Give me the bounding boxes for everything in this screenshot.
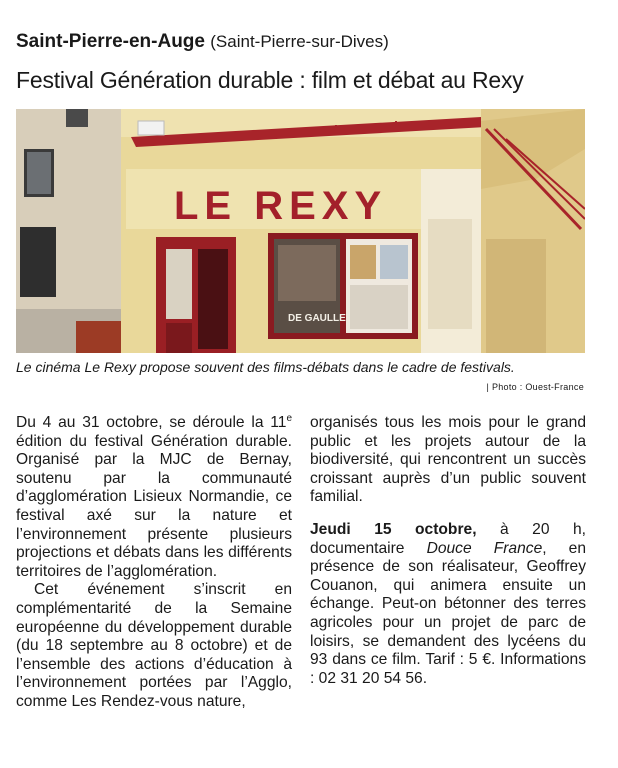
intro-text-rest: édition du festival Génération durable. Organisé par la MJC de Bernay, soutenu par la communauté d’agglomération Lisieux Normandie, ce festival axé sur la nature et l’environnement présente plusieurs projections et débats dans les différents territoires de l’agglomération. <box>16 432 292 580</box>
paragraph-context: Cet événement s’inscrit en complémentarité de la Semaine européenne du développement durable (du 18 septembre au 8 octobre) et de l’ensemble des actions d’éducation à l’environnement portées par l’Agglo, comme Les Rendez-vous nature, <box>16 581 292 710</box>
paragraph-event <box>310 521 586 688</box>
sublocation-name: (Saint-Pierre-sur-Dives) <box>210 32 389 51</box>
article-photo <box>16 109 585 353</box>
article-column-right <box>310 414 586 688</box>
cinema-facade-illustration <box>16 109 585 353</box>
film-title: Douce France <box>426 539 543 557</box>
section-header <box>16 30 389 54</box>
event-text-rest: , en présence de son réalisateur, Geoffrey Couanon, qui animera ensuite un échange. Peut-on bétonner des terres agricoles pour un projet de parc de loisirs, se demandent des lycéens du 93 dans ce film. Tarif : 5 €. Informations : 02 31 20 54 56. <box>310 539 586 687</box>
paragraph-intro <box>16 414 292 581</box>
poster-title: DE GAULLE <box>288 313 346 324</box>
intro-text-start: Du 4 au 31 octobre, se déroule la 11 <box>16 414 287 431</box>
location-name: Saint-Pierre-en-Auge <box>16 31 205 52</box>
cinema-sign: LE REXY <box>174 184 388 228</box>
event-text-start: à 20 h, documentaire <box>310 520 586 557</box>
event-date: Jeudi 15 octobre, <box>310 520 477 538</box>
photo-caption: Le cinéma Le Rexy propose souvent des films-débats dans le cadre de festivals. <box>16 359 515 375</box>
article-column-left <box>16 414 292 712</box>
photo-credit: | Photo : Ouest-France <box>486 382 584 392</box>
article-title: Festival Génération durable : film et débat au Rexy <box>16 67 524 93</box>
ordinal-suffix: e <box>286 412 292 424</box>
paragraph-continuation: organisés tous les mois pour le grand public et les projets autour de la biodiversité, qui rencontrent un succès croissant auprès d’un public souvent familial. <box>310 414 586 506</box>
